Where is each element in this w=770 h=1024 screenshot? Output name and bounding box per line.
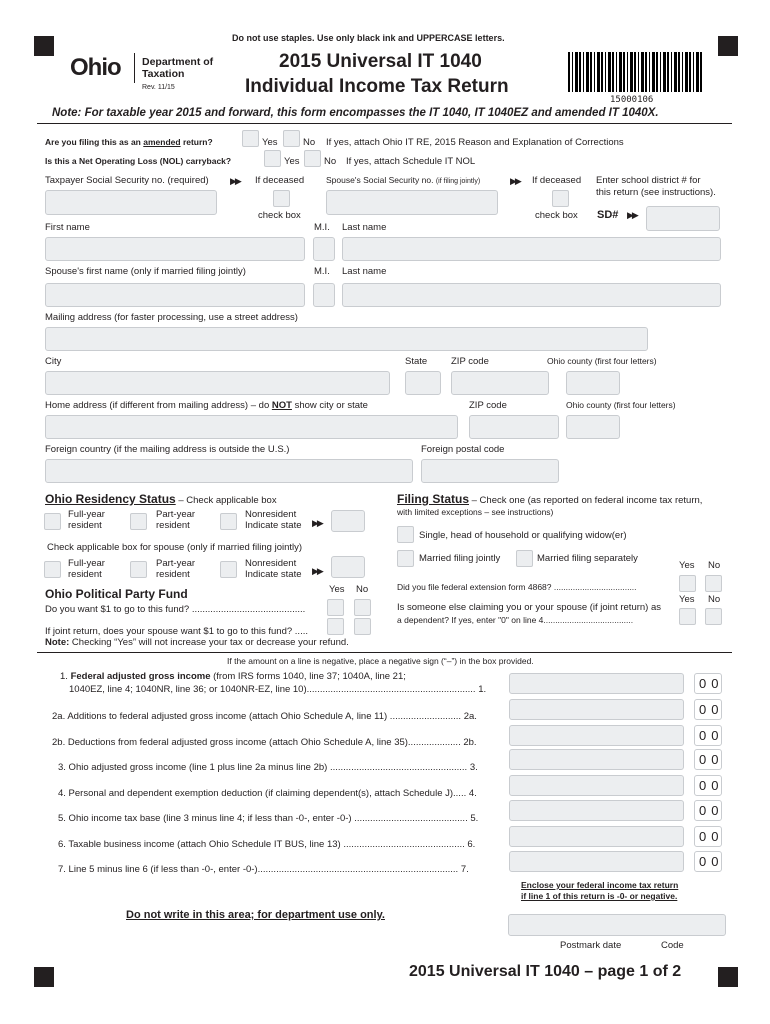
line-2b-dollars-field[interactable] [509, 725, 684, 746]
taxpayer-ssn-field[interactable] [45, 190, 217, 215]
spouse-political-no-checkbox[interactable] [354, 618, 371, 635]
arrow-icon: ▶▶ [510, 176, 520, 186]
enclose-note-1: Enclose your federal income tax return [521, 880, 679, 890]
dependent-question-2: a dependent? If yes, enter "0" on line 4...................................... [397, 615, 634, 625]
spouse-ssn-field[interactable] [326, 190, 498, 215]
amended-note: If yes, attach Ohio IT RE, 2015 Reason and Explanation of Corrections [326, 137, 624, 148]
part-year-checkbox[interactable] [130, 513, 147, 530]
first-name-label: First name [45, 222, 90, 233]
amended-question: Are you filing this as an amended return? [45, 137, 213, 147]
full-year-label: Full-year resident [68, 509, 105, 531]
line-2a-amount[interactable] [509, 699, 722, 720]
residency-title: Ohio Residency Status – Check applicable box [45, 492, 277, 506]
state-label: State [405, 356, 428, 367]
arrow-icon: ▶▶ [230, 176, 240, 186]
city-field[interactable] [45, 371, 390, 395]
line-4-cents: 00 [694, 775, 722, 796]
filing-single-label: Single, head of household or qualifying widow(er) [419, 530, 627, 541]
home-address-field[interactable] [45, 415, 458, 439]
extension-question: Did you file federal extension form 4868? ................................... [397, 582, 637, 592]
line-1-label: 1. Federal adjusted gross income (from IRS forms 1040, line 37; 1040A, line 21; [60, 671, 406, 682]
line-6-label: 6. Taxable business income (attach Ohio Schedule IT BUS, line 13) .............................................. 6. [58, 839, 476, 850]
header-rule [37, 123, 732, 124]
school-district-label-2: this return (see instructions). [596, 187, 716, 198]
spouse-mi-field[interactable] [313, 283, 335, 307]
line-1-label-cont: 1040EZ, line 4; 1040NR, line 36; or 1040NR-EZ, line 10)................................................................ 1. [69, 684, 487, 695]
political-q2: If joint return, does your spouse want $1 to go to this fund? ..... [45, 626, 308, 637]
code-label: Code [661, 940, 684, 951]
first-name-field[interactable] [45, 237, 305, 261]
filing-status-subtitle: with limited exceptions – see instructions) [397, 507, 554, 517]
registration-mark-bottom-right [718, 967, 738, 987]
line-1-amount[interactable] [509, 673, 722, 694]
line-7-amount[interactable] [509, 851, 722, 872]
nol-question: Is this a Net Operating Loss (NOL) carryback? [45, 156, 232, 166]
line-2b-label: 2b. Deductions from federal adjusted gross income (attach Ohio Schedule A, line 35).................... 2b. [52, 737, 477, 748]
zip-label: ZIP code [451, 356, 489, 367]
line-6-dollars-field[interactable] [509, 826, 684, 847]
foreign-postal-label: Foreign postal code [421, 444, 505, 455]
mi-label: M.I. [314, 222, 330, 233]
form-title: 2015 Universal IT 1040 [279, 51, 482, 72]
spouse-if-deceased-label: If deceased [532, 175, 582, 186]
nonresident-state-field[interactable] [331, 510, 365, 532]
line-4-dollars-field[interactable] [509, 775, 684, 796]
mailing-address-label: Mailing address (for faster processing, use a street address) [45, 312, 298, 323]
dependent-no-header: No [708, 594, 721, 605]
line-2a-cents: 00 [694, 699, 722, 720]
arrow-icon: ▶▶ [312, 566, 322, 576]
line-3-cents: 00 [694, 749, 722, 770]
political-no-checkbox[interactable] [354, 599, 371, 616]
postmark-label: Postmark date [560, 940, 622, 951]
revision-date: Rev. 11/15 [142, 84, 175, 91]
dependent-yes-checkbox[interactable] [679, 608, 696, 625]
home-zip-label: ZIP code [469, 400, 507, 411]
line-1-cents: 00 [694, 673, 722, 694]
filing-single-checkbox[interactable] [397, 526, 414, 543]
registration-mark-top-right [718, 36, 738, 56]
arrow-icon: ▶▶ [627, 210, 637, 220]
ohio-logo: Ohio [70, 54, 121, 81]
form-note: Note: For taxable year 2015 and forward, this form encompasses the IT 1040, IT 1040EZ and amended IT 1040X. [52, 107, 659, 119]
spouse-full-year-checkbox[interactable] [44, 561, 61, 578]
foreign-postal-field[interactable] [421, 459, 559, 483]
political-yes-header: Yes [329, 584, 345, 595]
line-6-cents: 00 [694, 826, 722, 847]
spouse-last-name-field[interactable] [342, 283, 721, 307]
county-label: Ohio county (first four letters) [547, 356, 657, 366]
taxpayer-deceased-checkbox[interactable] [273, 190, 290, 207]
check-box-label: check box [258, 210, 301, 221]
spouse-nonresident-state-field[interactable] [331, 556, 365, 578]
spouse-part-year-checkbox[interactable] [130, 561, 147, 578]
political-note: Note: Checking “Yes” will not increase your tax or decrease your refund. [45, 637, 349, 648]
home-address-label: Home address (if different from mailing address) – do NOT show city or state [45, 400, 368, 411]
last-name-label: Last name [342, 222, 387, 233]
nol-yes-label: Yes [284, 156, 300, 167]
full-year-checkbox[interactable] [44, 513, 61, 530]
amended-no-checkbox[interactable] [283, 130, 300, 147]
home-county-field[interactable] [566, 415, 620, 439]
line-5-cents: 00 [694, 800, 722, 821]
political-fund-title: Ohio Political Party Fund [45, 587, 188, 601]
taxation-label: Taxation [142, 68, 185, 80]
line-2a-dollars-field[interactable] [509, 699, 684, 720]
mi-field[interactable] [313, 237, 335, 261]
registration-mark-bottom-left [34, 967, 54, 987]
dependent-yes-header: Yes [679, 594, 695, 605]
filing-status-title: Filing Status – Check one (as reported on federal income tax return, [397, 492, 703, 506]
extension-yes-checkbox[interactable] [679, 575, 696, 592]
extension-yes-header: Yes [679, 560, 695, 571]
county-field[interactable] [566, 371, 620, 395]
part-year-label: Part-year resident [156, 509, 196, 531]
nonresident-checkbox[interactable] [220, 513, 237, 530]
foreign-country-field[interactable] [45, 459, 413, 483]
line-2a-label: 2a. Additions to federal adjusted gross income (attach Ohio Schedule A, line 11) ........................... 2a. [52, 711, 477, 722]
last-name-field[interactable] [342, 237, 721, 261]
spouse-nonresident-label: Nonresident Indicate state [245, 558, 302, 580]
line-2b-amount[interactable] [509, 725, 722, 746]
spouse-deceased-checkbox[interactable] [552, 190, 569, 207]
spouse-political-yes-checkbox[interactable] [327, 618, 344, 635]
registration-mark-top-left [34, 36, 54, 56]
department-use-notice: Do not write in this area; for department use only. [126, 909, 385, 921]
line-7-dollars-field[interactable] [509, 851, 684, 872]
line-6-amount[interactable] [509, 826, 722, 847]
spouse-full-year-label: Full-year resident [68, 558, 105, 580]
line-5-label: 5. Ohio income tax base (line 3 minus line 4; if less than -0-, enter -0-) ........................................... 5. [58, 813, 479, 824]
line-4-amount[interactable] [509, 775, 722, 796]
extension-no-checkbox[interactable] [705, 575, 722, 592]
spouse-first-name-field[interactable] [45, 283, 305, 307]
line-1-dollars-field[interactable] [509, 673, 684, 694]
filing-mfs-label: Married filing separately [537, 553, 638, 564]
line-5-amount[interactable] [509, 800, 722, 821]
line-7-label: 7. Line 5 minus line 6 (if less than -0-, enter -0-)............................................................................ 7. [58, 864, 469, 875]
school-district-field[interactable] [646, 206, 720, 231]
line-3-amount[interactable] [509, 749, 722, 770]
dependent-no-checkbox[interactable] [705, 608, 722, 625]
school-district-label-1: Enter school district # for [596, 175, 701, 186]
filing-mfj-checkbox[interactable] [397, 550, 414, 567]
line-3-dollars-field[interactable] [509, 749, 684, 770]
mailing-address-field[interactable] [45, 327, 648, 351]
logo-divider [134, 53, 135, 83]
spouse-part-year-label: Part-year resident [156, 558, 196, 580]
extension-no-header: No [708, 560, 721, 571]
section-divider [37, 652, 732, 653]
line-7-cents: 00 [694, 851, 722, 872]
filing-mfs-checkbox[interactable] [516, 550, 533, 567]
enclose-note-2: if line 1 of this return is -0- or negative. [521, 891, 678, 901]
department-use-box [508, 914, 726, 936]
nonresident-label: Nonresident Indicate state [245, 509, 302, 531]
city-label: City [45, 356, 62, 367]
barcode-number: 15000106 [610, 95, 654, 105]
nol-yes-checkbox[interactable] [264, 150, 281, 167]
line-3-label: 3. Ohio adjusted gross income (line 1 plus line 2a minus line 2b) .................................................... 3. [58, 762, 478, 773]
spouse-ssn-label: Spouse's Social Security no. (if filing jointly) [326, 175, 481, 185]
nol-note: If yes, attach Schedule IT NOL [346, 156, 476, 167]
amended-yes-label: Yes [262, 137, 278, 148]
negative-sign-note: If the amount on a line is negative, place a negative sign (“–”) in the box provided. [227, 656, 534, 666]
amended-yes-checkbox[interactable] [242, 130, 259, 147]
political-no-header: No [356, 584, 369, 595]
staples-instruction: Do not use staples. Use only black ink and UPPERCASE letters. [232, 33, 505, 43]
arrow-icon: ▶▶ [312, 518, 322, 528]
zip-field[interactable] [451, 371, 549, 395]
spouse-residency-label: Check applicable box for spouse (only if married filing jointly) [47, 542, 303, 553]
filing-mfj-label: Married filing jointly [419, 553, 501, 564]
line-2b-cents: 00 [694, 725, 722, 746]
if-deceased-label: If deceased [255, 175, 305, 186]
home-zip-field[interactable] [469, 415, 559, 439]
spouse-mi-label: M.I. [314, 266, 330, 277]
form-barcode [568, 52, 704, 92]
dependent-question-1: Is someone else claiming you or your spouse (if joint return) as [397, 602, 662, 613]
state-field[interactable] [405, 371, 441, 395]
line-5-dollars-field[interactable] [509, 800, 684, 821]
spouse-nonresident-checkbox[interactable] [220, 561, 237, 578]
page-footer: 2015 Universal IT 1040 – page 1 of 2 [409, 963, 682, 980]
nol-no-checkbox[interactable] [304, 150, 321, 167]
amended-no-label: No [303, 137, 316, 148]
line-4-label: 4. Personal and dependent exemption deduction (if claiming dependent(s), attach Schedule J)..... 4. [58, 788, 477, 799]
spouse-first-name-label: Spouse's first name (only if married filing jointly) [45, 266, 246, 277]
home-county-label: Ohio county (first four letters) [566, 400, 676, 410]
form-subtitle: Individual Income Tax Return [245, 76, 509, 97]
political-yes-checkbox[interactable] [327, 599, 344, 616]
foreign-country-label: Foreign country (if the mailing address is outside the U.S.) [45, 444, 290, 455]
political-q1: Do you want $1 to go to this fund? ........................................... [45, 604, 306, 615]
department-label: Department of [142, 56, 214, 68]
sd-label: SD# [597, 209, 619, 221]
taxpayer-ssn-label: Taxpayer Social Security no. (required) [45, 175, 209, 186]
nol-no-label: No [324, 156, 337, 167]
spouse-check-box-label: check box [535, 210, 578, 221]
spouse-last-name-label: Last name [342, 266, 387, 277]
